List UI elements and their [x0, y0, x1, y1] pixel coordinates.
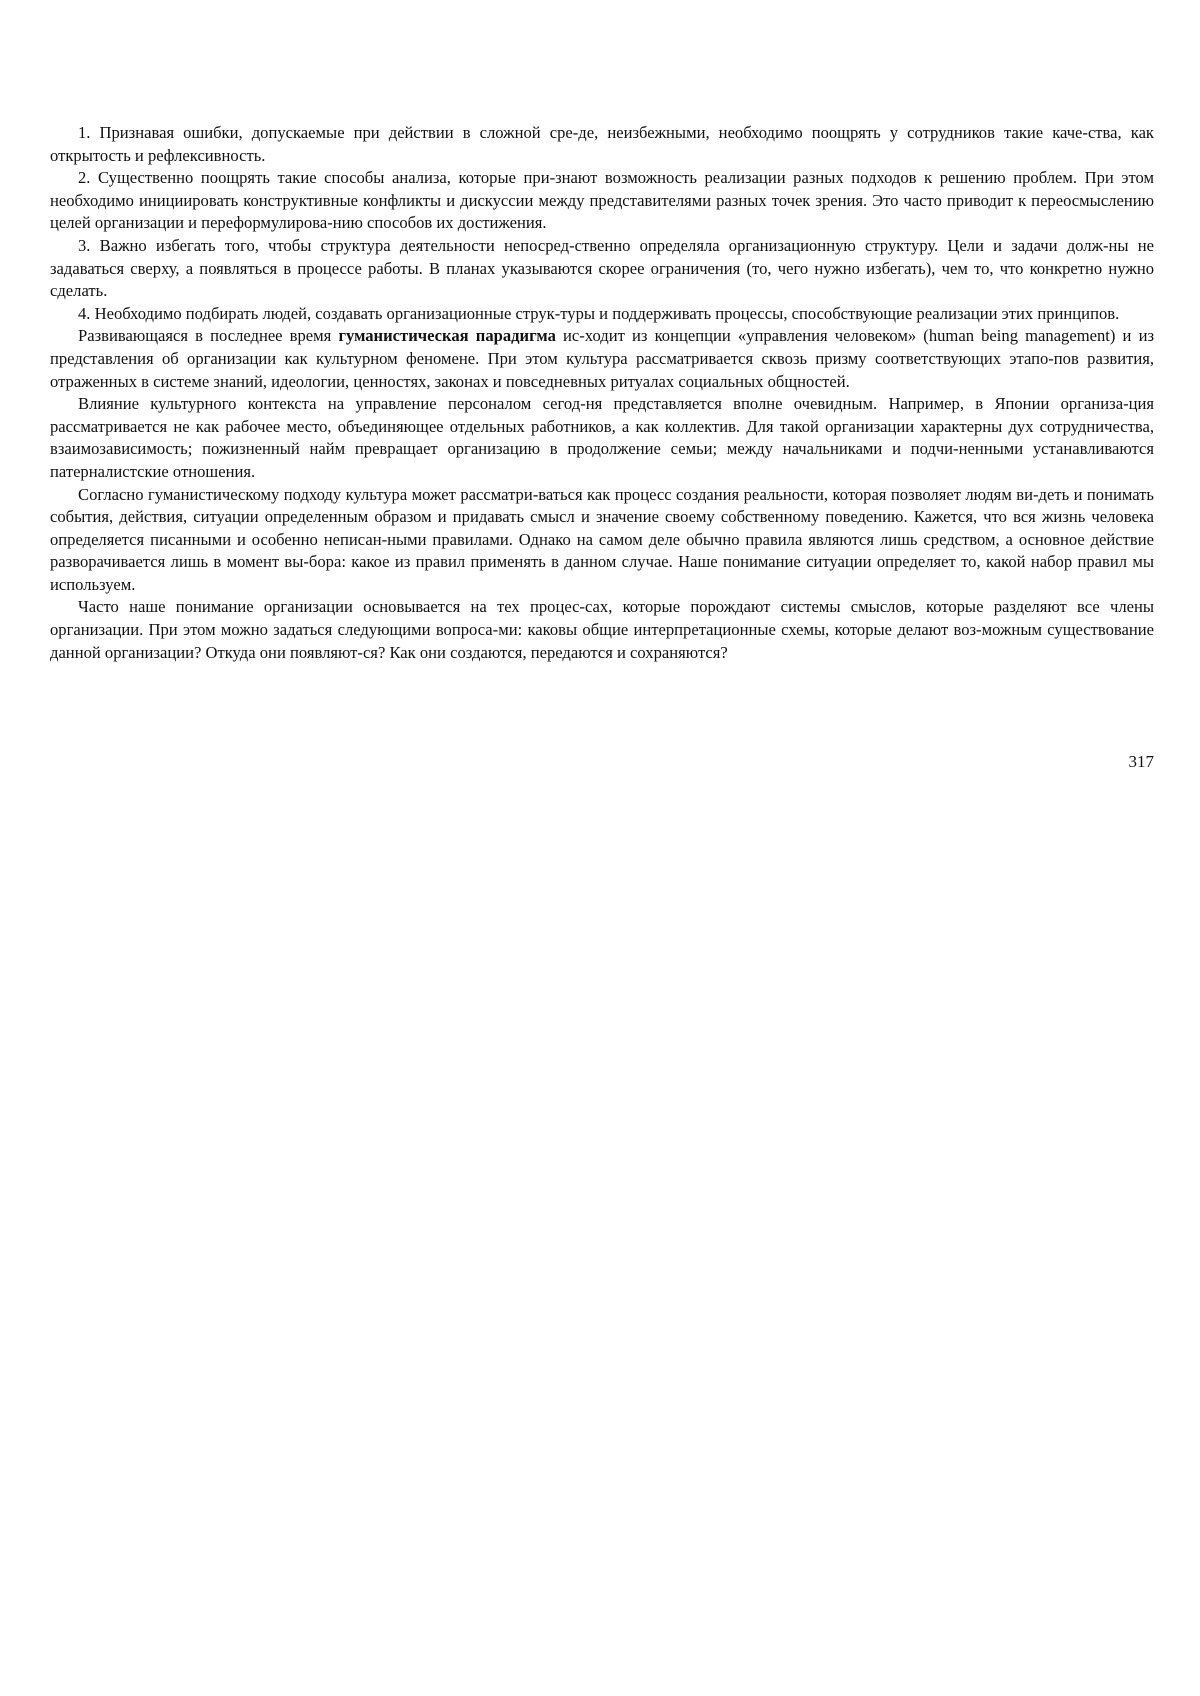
paragraph-5 [50, 325, 1154, 393]
paragraph-3: 3. Важно избегать того, чтобы структура деятельности непосред-ственно определяла организационную структуру. Цели и задачи долж-ны не задаваться сверху, а появляться в процессе работы. В планах указываются скорее ограничения (то, чего нужно избегать), чем то, что конкретно нужно сделать. [50, 235, 1154, 301]
page-number: 317 [1128, 752, 1154, 771]
paragraph-8: Часто наше понимание организации основывается на тех процес-сах, которые порождают системы смыслов, которые разделяют все члены организации. При этом можно задаться следующими вопроса-ми: каковы общие интерпретационные схемы, которые делают воз-можным существование данной организации? Откуда они появляют-ся? Как они создаются, передаются и сохраняются? [50, 597, 1154, 662]
paragraph-1: 1. Признавая ошибки, допускаемые при действии в сложной сре-де, неизбежными, необходимо поощрять у сотрудников такие каче-ства, как открытость и рефлексивность. [50, 123, 1154, 165]
body-text [50, 122, 1154, 664]
paragraph-7: Согласно гуманистическому подходу культура может рассматри-ваться как процесс создания реальности, которая позволяет людям ви-деть и понимать события, действия, ситуации определенным образом и придавать смысл и значение своему собственному поведению. Кажется, что вся жизнь человека определяется писанными и особенно неписан-ными правилами. Однако на самом деле обычно правила являются лишь средством, а основное действие разворачивается лишь в момент вы-бора: какое из правил применять в данном случае. Наше понимание ситуации определяет то, какой набор правил мы используем. [50, 484, 1154, 594]
paragraph-5-before: Развивающаяся в последнее время [78, 326, 339, 346]
paragraph-2: 2. Существенно поощрять такие способы анализа, которые при-знают возможность реализации разных подходов к решению проблем. При этом необходимо инициировать конструктивные конфликты и дискуссии между представителями разных точек зрения. Это часто приводит к переосмыслению целей организации и переформулирова-нию способов их достижения. [50, 168, 1154, 233]
paragraph-5-after: ис-ходит из концепции «управления человеком» (human being management) и из представления об организации как культурном феномене. При этом культура рассматривается сквозь призму соответствующих этапо-пов развития, отраженных в системе знаний, идеологии, ценностях, законах и повседневных ритуалах социальных общностей. [50, 326, 1155, 391]
paragraph-6: Влияние культурного контекста на управление персоналом сегод-ня представляется вполне очевидным. Например, в Японии организа-ция рассматривается не как рабочее место, объединяющее отдельных работников, а как коллектив. Для такой организации характерны дух сотрудничества, взаимозависимость; пожизненный найм превращает организацию в продолжение семьи; между начальниками и подчи-ненными устанавливаются патерналистские отношения. [50, 394, 1154, 481]
paragraph-4: 4. Необходимо подбирать людей, создавать организационные струк-туры и поддерживать процессы, способствующие реализации этих принципов. [78, 303, 1120, 323]
humanistic-paradigm-term: гуманистическая парадигма [338, 326, 556, 346]
